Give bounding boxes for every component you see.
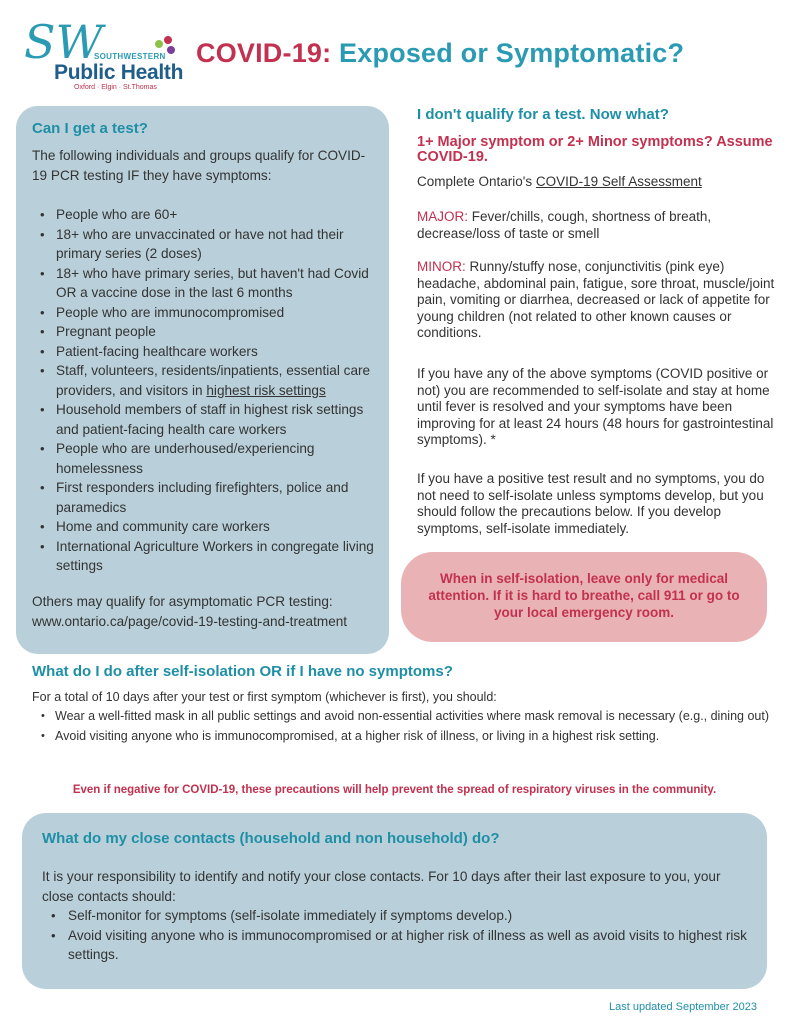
highest-risk-settings-link[interactable]: highest risk settings (206, 382, 326, 398)
precaution-item: • Avoid visiting anyone who is immunocompromised, at a higher risk of illness, or living in a highest risk setting. (32, 728, 772, 746)
positive-result-paragraph: If you have a positive test result and no symptoms, you do not need to self-isolate unless symptoms develop, but you should follow the precautions below. If you develop symptoms, self-isolate immediately. (417, 471, 765, 536)
eligibility-item: • First responders including firefighters, police and paramedics (32, 478, 377, 517)
eligibility-list (32, 205, 377, 576)
eligibility-item (32, 361, 377, 400)
precautions-note: Even if negative for COVID-19, these precautions will help prevent the spread of respiratory viruses in the community. (72, 784, 717, 796)
eligibility-item: • People who are 60+ (32, 205, 377, 225)
eligibility-item: • Household members of staff in highest risk settings and patient-facing health care workers (32, 400, 377, 439)
testing-heading: Can I get a test? (32, 120, 148, 137)
eligibility-item: • Pregnant people (32, 322, 377, 342)
logo (22, 14, 182, 94)
eligibility-item: • 18+ who have primary series, but haven't had Covid OR a vaccine dose in the last 6 months (32, 264, 377, 303)
minor-text: Runny/stuffy nose, conjunctivitis (pink eye) headache, abdominal pain, fatigue, sore throat, muscle/joint pain, vomiting or diarrhea, decreased or lack of appetite for young children (not related to other known causes or conditions. (417, 259, 775, 340)
eligibility-item: • 18+ who are unvaccinated or have not had their primary series (2 doses) (32, 225, 377, 264)
eligibility-item: • Home and community care workers (32, 517, 377, 537)
last-updated: Last updated September 2023 (608, 1001, 757, 1013)
others-text: Others may qualify for asymptomatic PCR testing: (32, 594, 333, 609)
eligibility-item: • People who are immunocompromised (32, 303, 377, 323)
after-isolation-heading: What do I do after self-isolation OR if I have no symptoms? (32, 663, 453, 680)
minor-symptoms (417, 259, 777, 342)
svg-text:SW: SW (24, 15, 103, 69)
no-test-heading: I don't qualify for a test. Now what? (417, 106, 669, 123)
close-contact-item: • Avoid visiting anyone who is immunocompromised or at higher risk of illness as well as avoid visits to highest risk settings. (42, 926, 747, 965)
close-contacts-intro: It is your responsibility to identify and notify your close contacts. For 10 days after their last exposure to you, your close contacts should: (42, 869, 721, 904)
close-contacts-panel (22, 813, 767, 989)
emergency-alert (401, 552, 767, 642)
assume-covid-heading: 1+ Major symptom or 2+ Minor symptoms? Assume COVID-19. (417, 134, 773, 165)
title-exposed: Exposed or Symptomatic? (339, 38, 685, 68)
close-contacts-list (42, 906, 747, 965)
logo-locations: Oxford · Elgin · St.Thomas (74, 84, 157, 91)
self-assessment-line (417, 174, 777, 191)
page-title (196, 38, 684, 69)
close-contact-item: • Self-monitor for symptoms (self-isolate immediately if symptoms develop.) (42, 906, 747, 926)
precautions-list (32, 708, 772, 745)
logo-public-health: Public Health (54, 61, 184, 84)
minor-label: MINOR: (417, 259, 466, 274)
asymptomatic-testing-note (32, 592, 382, 632)
testing-intro: The following individuals and groups qualify for COVID-19 PCR testing IF they have symptoms: (32, 148, 366, 183)
title-covid: COVID-19: (196, 38, 332, 68)
testing-url-link[interactable]: www.ontario.ca/page/covid-19-testing-and-treatment (32, 614, 348, 629)
major-label: MAJOR: (417, 209, 469, 224)
eligibility-item: • International Agriculture Workers in congregate living settings (32, 537, 377, 576)
eligibility-item-text: Staff, volunteers, residents/inpatients, essential care providers, and visitors in (56, 363, 371, 398)
self-assessment-prefix: Complete Ontario's (417, 174, 533, 189)
major-symptoms (417, 209, 777, 242)
isolation-paragraph: If you have any of the above symptoms (COVID positive or not) you are recommended to self-isolate and stay at home until fever is resolved and your symptoms have been improving for at least 24 hours (48 hours for gastrointestinal symptoms). * (417, 366, 774, 447)
self-assessment-link[interactable]: COVID-19 Self Assessment (535, 174, 702, 189)
close-contacts-heading: What do my close contacts (household and non household) do? (42, 830, 500, 847)
eligibility-item: • Patient-facing healthcare workers (32, 342, 377, 362)
eligibility-item: • People who are underhoused/experiencing homelessness (32, 439, 377, 478)
emergency-alert-text: When in self-isolation, leave only for medical attention. If it is hard to breathe, call 911 or go to your local emergency room. (428, 571, 740, 620)
logo-southwestern: SOUTHWESTERN (94, 52, 166, 61)
testing-eligibility-panel (16, 106, 389, 654)
after-isolation-intro: For a total of 10 days after your test or first symptom (whichever is first), you should: (32, 690, 497, 704)
major-text: Fever/chills, cough, shortness of breath, decrease/loss of taste or smell (417, 209, 712, 241)
precaution-item: • Wear a well-fitted mask in all public settings and avoid non-essential activities where mask removal is necessary (e.g., dining out) (32, 708, 772, 726)
